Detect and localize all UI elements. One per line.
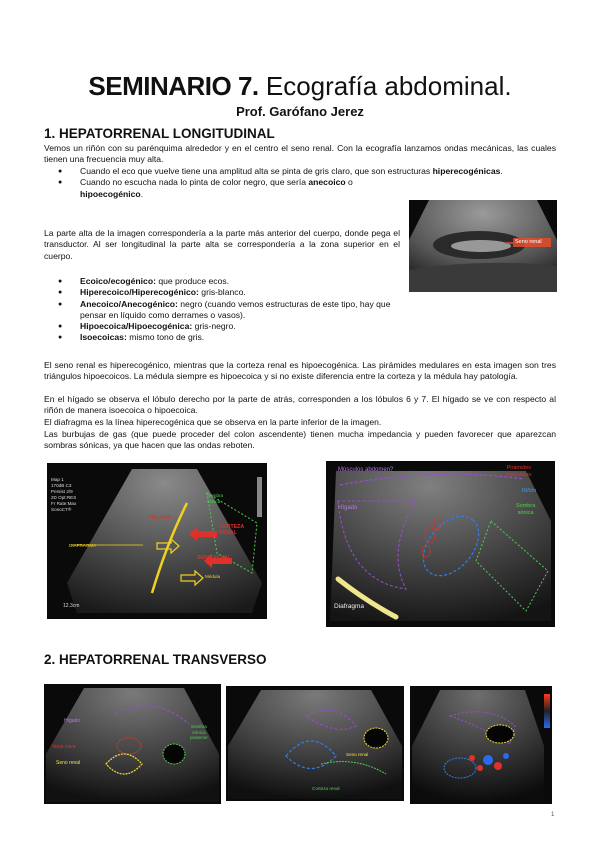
section1-intro: Vemos un riñón con su parénquima alrededor y en el centro el seno renal. Con la ecografía lanzamos ondas mecánicas, las cuales tienen una frecuencia muy alta. <box>44 143 556 165</box>
label-medula: Médula <box>205 574 221 579</box>
ultrasound-transverse-doppler <box>410 686 552 804</box>
term-1: ● Ecoico/ecogénico: que produce ecos. <box>80 276 400 287</box>
term-5: ● Isoecoicas: mismo tono de gris. <box>80 332 400 343</box>
t1-label-sombra: Sombra sónica posterior <box>190 724 208 740</box>
page-number: 1 <box>551 812 555 818</box>
ultrasound-longitudinal-small <box>409 200 557 292</box>
label-piramides: Pirámides medulares <box>506 465 532 478</box>
title-bold: SEMINARIO 7. <box>88 71 259 101</box>
label-musculos: Músculos abdomen? <box>338 467 394 473</box>
section1-paragraph4: En el hígado se observa el lóbulo derecho por la parte de atrás, corresponden a los lóbulos 6 y 7. El hígado se ve con respecto al riñón de manera isoecoica o hipoecoica. <box>44 394 556 416</box>
t2-label-seno: Seno renal <box>346 752 369 757</box>
scanner-info: Map 1 170dB C3 Persist 2/9 2D Opt:RES Fr Rate:Max SonoCT® <box>51 477 77 512</box>
t2-label-corteza: Corteza renal <box>312 786 340 791</box>
label-rinon: Riñón <box>522 488 537 494</box>
color-scale <box>544 694 550 728</box>
label-sombra: Sombra sónica <box>207 493 224 504</box>
author: Prof. Garófano Jerez <box>236 104 364 119</box>
term-3: ● Anecoico/Anecogénico: negro (cuando vemos estructuras de este tipo, hay que pensar en líquido como derrames o vasos). <box>80 299 400 322</box>
bullet-2: ● Cuando no escucha nada lo pinta de color negro, que sería anecoico o hipoecogénico. <box>80 177 400 200</box>
ultrasound-transverse-1 <box>44 684 221 804</box>
ultrasound-hepatorrenal-annotated <box>47 463 267 619</box>
term-2: ● Hiperecoico/Hiperecogénico: gris-blanco. <box>80 287 400 298</box>
depth-readout: 12.3cm <box>63 603 80 609</box>
t1-label-higado: Hígado <box>64 718 81 724</box>
ultrasound-hepatorrenal-color <box>326 461 555 627</box>
echo-bullets <box>80 166 556 200</box>
section1-paragraph3: El seno renal es hiperecogénico, mientras que la corteza renal es hipoecogénica. Las pirámides medulares en esta imagen son tres triángulos hipoecoicos. La médula siempre es hipoecoica y si no existe diferencia entre la corteza y la médula hay patología. <box>44 360 556 382</box>
section2-heading: 2. HEPATORRENAL TRANSVERSO <box>44 652 267 667</box>
section1-paragraph5: El diafragma es la línea hiperecogénica que se observa en la parte inferior de la imagen. <box>44 417 382 427</box>
section1-paragraph6: Las burbujas de gas (que puede proceder del colon ascendente) tienen mucha impedancia y pueden favorecer que aparezcan sombras sónicas, ya que hacen que las ondas reboten. <box>44 429 556 451</box>
label-diafragma: Diafragma <box>334 603 364 610</box>
seno-renal-label: Seno renal <box>515 239 542 245</box>
label-corteza: CORTEZA RENAL <box>219 524 245 536</box>
label-seno: SENO RENAL <box>197 555 232 561</box>
section1-heading: 1. HEPATORRENAL LONGITUDINAL <box>44 126 275 141</box>
ultrasound-transverse-2 <box>226 686 404 801</box>
terms-list <box>80 276 400 344</box>
label-higado: HÍGADO <box>149 515 171 521</box>
bullet-1: ● Cuando el eco que vuelve tiene una amplitud alta se pinta de gris claro, que son estructuras hiperecogénicas. <box>80 166 556 177</box>
page-title <box>0 70 600 102</box>
title-rest: Ecografía abdominal. <box>258 71 512 101</box>
section1-paragraph2: La parte alta de la imagen correspondería a la parte más anterior del cuerpo, donde pega el transductor. Al ser longitudinal la parte alta se correspondería a la zona superior en el cuerpo. <box>44 228 400 261</box>
term-4: ● Hipoecoica/Hipoecogénica: gris-negro. <box>80 321 400 332</box>
t1-label-vena: Vena cava <box>52 744 76 750</box>
t1-label-seno: Seno renal <box>56 760 81 766</box>
label-sombra-sonica: Sombra sónica <box>516 503 536 516</box>
label-higado: Hígado <box>338 505 358 511</box>
label-diafragma: DIAFRAGMA <box>69 543 97 548</box>
